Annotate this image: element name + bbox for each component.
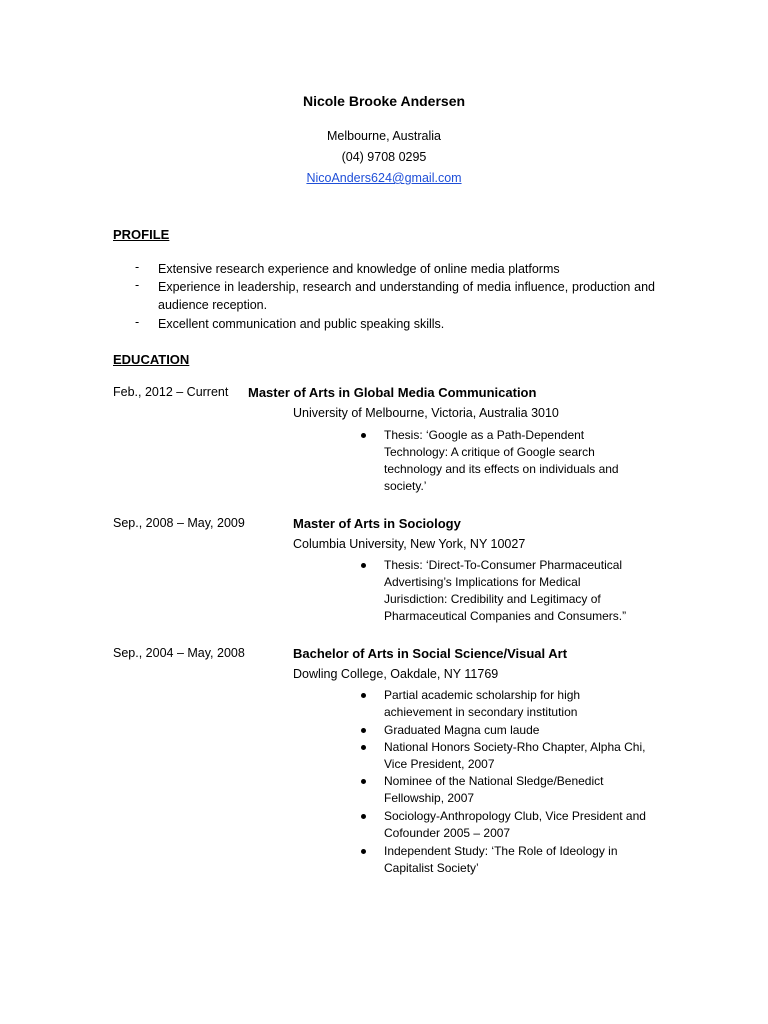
education-bullet: Independent Study: ‘The Role of Ideology in Capitalist Society’ bbox=[384, 843, 646, 877]
degree-title: Bachelor of Arts in Social Science/Visual Art bbox=[293, 646, 568, 661]
institution: Columbia University, New York, NY 10027 bbox=[293, 537, 526, 551]
education-heading: EDUCATION bbox=[113, 352, 190, 367]
location: Melbourne, Australia bbox=[327, 129, 441, 143]
profile-item: Experience in leadership, research and understanding of media influence, production and audience reception. bbox=[158, 280, 655, 312]
profile-item: Excellent communication and public speaking skills. bbox=[158, 317, 445, 331]
education-dates: Sep., 2004 – May, 2008 bbox=[113, 646, 245, 660]
education-bullet: National Honors Society-Rho Chapter, Alpha Chi, Vice President, 2007 bbox=[384, 740, 646, 771]
institution: University of Melbourne, Victoria, Australia 3010 bbox=[293, 406, 559, 420]
education-bullet: Partial academic scholarship for high achievement in secondary institution bbox=[384, 687, 646, 721]
education-dates: Feb., 2012 – Current bbox=[113, 385, 229, 399]
dash-marker: - bbox=[135, 260, 140, 274]
education-bullet: Thesis: ‘Google as a Path-Dependent Technology: A critique of Google search technology and its effects on individuals and society.’ bbox=[384, 427, 646, 495]
email-link[interactable]: NicoAnders624@gmail.com bbox=[306, 171, 462, 185]
institution: Dowling College, Oakdale, NY 11769 bbox=[293, 667, 499, 681]
dash-marker: - bbox=[135, 278, 140, 292]
resume-name: Nicole Brooke Andersen bbox=[302, 93, 466, 109]
profile-heading: PROFILE bbox=[113, 227, 170, 242]
profile-item: Extensive research experience and knowledge of online media platforms bbox=[158, 262, 560, 276]
email-container bbox=[0, 171, 768, 185]
education-bullet: Sociology-Anthropology Club, Vice President and Cofounder 2005 – 2007 bbox=[384, 809, 646, 840]
education-bullet: Nominee of the National Sledge/Benedict Fellowship, 2007 bbox=[384, 773, 646, 807]
education-dates: Sep., 2008 – May, 2009 bbox=[113, 516, 245, 530]
education-bullet: Graduated Magna cum laude bbox=[384, 722, 646, 739]
degree-title: Master of Arts in Global Media Communication bbox=[248, 385, 537, 400]
phone: (04) 9708 0295 bbox=[341, 150, 427, 164]
dash-marker: - bbox=[135, 315, 140, 329]
education-bullet: Thesis: ‘Direct-To-Consumer Pharmaceutical Advertising’s Implications for Medical Jurisdiction: Credibility and Legitimacy of Pharmaceutical Companies and Consumers.” bbox=[384, 557, 646, 625]
degree-title: Master of Arts in Sociology bbox=[293, 516, 461, 531]
